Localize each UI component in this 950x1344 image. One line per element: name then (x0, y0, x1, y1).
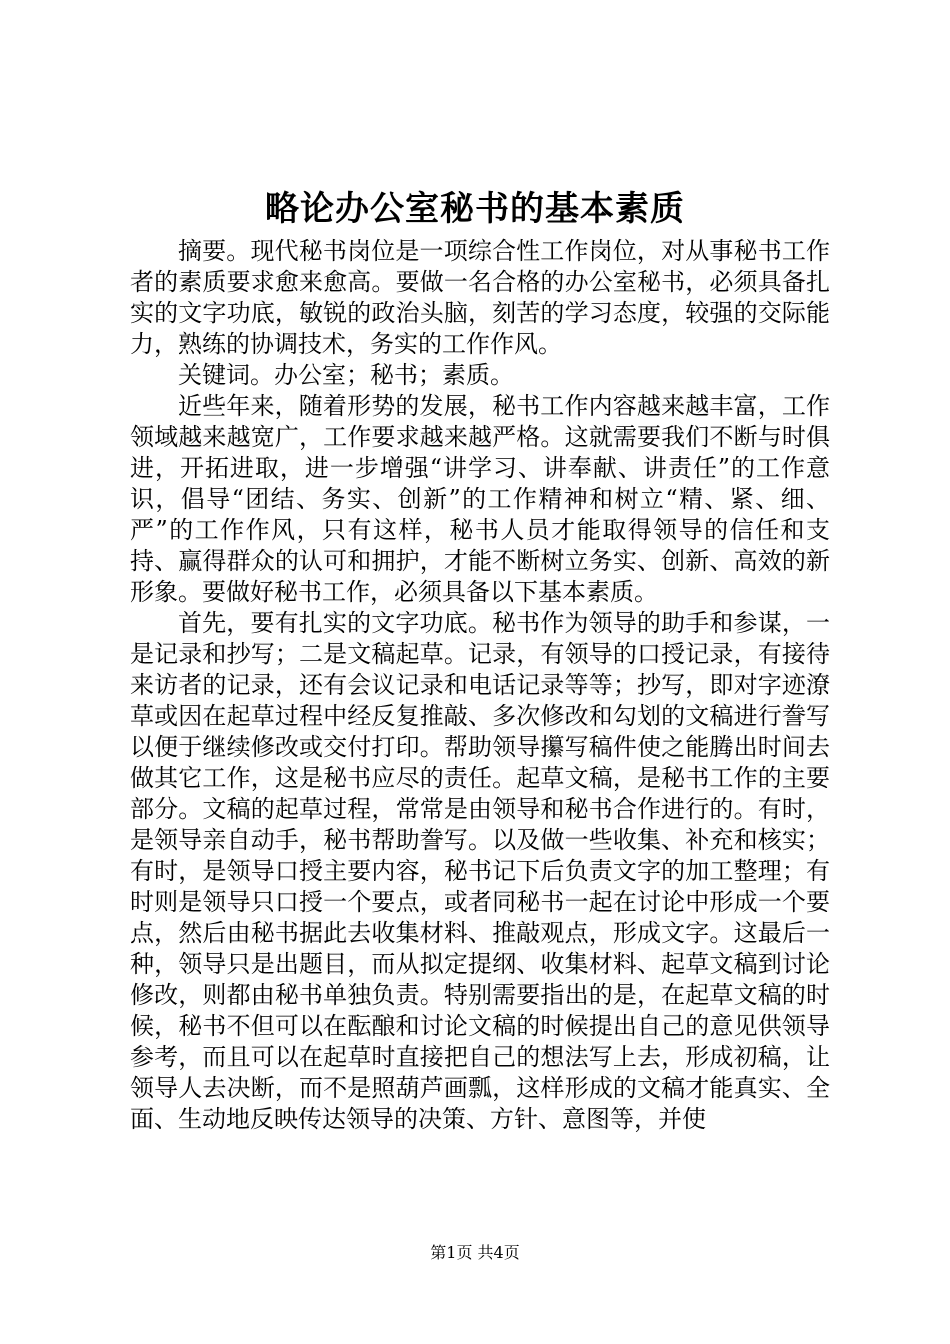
intro-paragraph: 近些年来，随着形势的发展，秘书工作内容越来越丰富，工作领域越来越宽广，工作要求越来越严格。这就需要我们不断与时俱进，开拓进取，进一步增强“讲学习、讲奉献、讲责任”的工作意识，倡导“团结、务实、创新”的工作精神和树立“精、紧、细、严”的工作作风，只有这样，秘书人员才能取得领导的信任和支持、赢得群众的认可和拥护，才能不断树立务实、创新、高效的新形象。要做好秘书工作，必须具备以下基本素质。 (130, 392, 830, 606)
abstract-paragraph: 摘要。现代秘书岗位是一项综合性工作岗位，对从事秘书工作者的素质要求愈来愈高。要做一名合格的办公室秘书，必须具备扎实的文字功底，敏锐的政治头脑，刻苦的学习态度，较强的交际能力，熟练的协调技术，务实的工作作风。 (130, 237, 830, 358)
document-body (130, 236, 830, 1135)
keywords-paragraph: 关键词。办公室；秘书；素质。 (178, 361, 514, 389)
document-title: 略论办公室秘书的基本素质 (265, 189, 685, 229)
page-number-footer: 第1页 共4页 (430, 1243, 520, 1262)
body-paragraph: 首先，要有扎实的文字功底。秘书作为领导的助手和参谋，一是记录和抄写；二是文稿起草。记录，有领导的口授记录，有接待来访者的记录，还有会议记录和电话记录等等；抄写，即对字迹潦草或因在起草过程中经反复推敲、多次修改和勾划的文稿进行誊写以便于继续修改或交付打印。帮助领导攥写稿件使之能腾出时间去做其它工作，这是秘书应尽的责任。起草文稿，是秘书工作的主要部分。文稿的起草过程，常常是由领导和秘书合作进行的。有时，是领导亲自动手，秘书帮助誊写。以及做一些收集、补充和核实；有时，是领导口授主要内容，秘书记下后负责文字的加工整理；有时则是领导只口授一个要点，或者同秘书一起在讨论中形成一个要点，然后由秘书据此去收集材料、推敲观点，形成文字。这最后一种，领导只是出题目，而从拟定提纲、收集材料、起草文稿到讨论修改，则都由秘书单独负责。特别需要指出的是，在起草文稿的时候，秘书不但可以在酝酿和讨论文稿的时候提出自己的意见供领导参考，而且可以在起草时直接把自己的想法写上去，形成初稿，让领导人去决断，而不是照葫芦画瓢，这样形成的文稿才能真实、全面、生动地反映传达领导的决策、方针、意图等，并使 (130, 609, 830, 1133)
